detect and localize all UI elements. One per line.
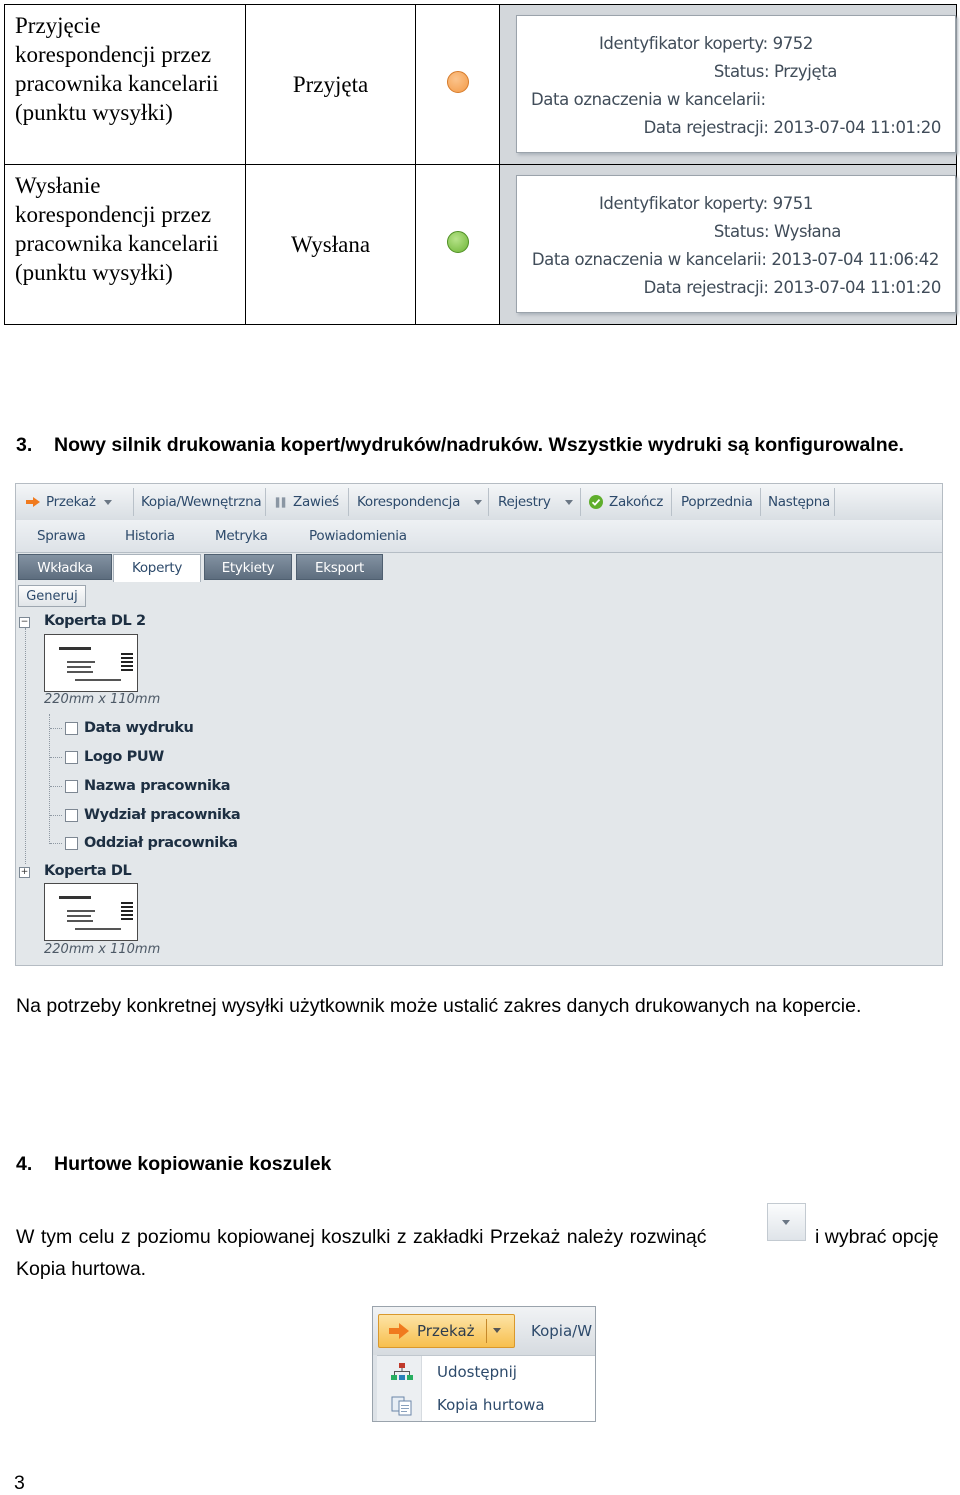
tree-line xyxy=(50,815,62,816)
tooltip-screenshot xyxy=(500,165,957,325)
chevron-down-icon[interactable] xyxy=(493,1328,501,1333)
tooltip-id: Identyfikator koperty: 9752 xyxy=(598,34,813,53)
toolbar-zakoncz-button[interactable] xyxy=(589,488,663,516)
option-label: Nazwa pracownika xyxy=(84,778,231,794)
status-table xyxy=(4,4,957,325)
tooltip-reg-date: Data rejestracji: 2013-07-04 11:01:20 xyxy=(643,278,941,297)
envelope-tooltip xyxy=(516,175,956,313)
toolbar-label: Zakończ xyxy=(609,494,664,510)
toolbar-korespondencja-button[interactable] xyxy=(357,488,482,516)
toolbar-separator xyxy=(348,488,349,516)
main-toolbar xyxy=(16,484,942,521)
toolbar-separator xyxy=(265,488,266,516)
dropdown-menu xyxy=(377,1355,596,1422)
tooltip-screenshot xyxy=(500,5,957,165)
status-dot-cell xyxy=(416,5,500,165)
checkbox[interactable] xyxy=(65,809,78,822)
envelope-title[interactable]: Koperta DL 2 xyxy=(44,613,146,629)
tab-wkladka[interactable]: Wkładka xyxy=(18,554,112,580)
option-label: Logo PUW xyxy=(84,749,164,765)
paragraph: Na potrzeby konkretnej wysyłki użytkownik może ustalić zakres danych drukowanych na kopercie. xyxy=(16,995,862,1017)
option-label: Wydział pracownika xyxy=(84,807,241,823)
table-row xyxy=(5,5,957,165)
menu-item-kopia-hurtowa[interactable] xyxy=(377,1389,596,1421)
toolbar-separator xyxy=(488,488,489,516)
toolbar-separator xyxy=(834,488,835,516)
section-title: Nowy silnik drukowania kopert/wydruków/nadruków. Wszystkie wydruki są konfigurowalne. xyxy=(54,434,904,456)
przekaz-menu-screenshot xyxy=(372,1306,596,1422)
sub-tabs xyxy=(16,520,942,553)
document-tabs xyxy=(16,553,942,581)
status-name: Wysłana xyxy=(246,165,416,325)
tree-line xyxy=(50,843,62,844)
option-label: Oddział pracownika xyxy=(84,835,238,851)
toolbar-label: Korespondencja xyxy=(357,494,461,510)
check-circle-icon xyxy=(589,495,603,509)
checkbox[interactable] xyxy=(65,780,78,793)
page-number: 3 xyxy=(14,1472,25,1494)
toolbar-przekaz-button[interactable] xyxy=(26,488,112,516)
toolbar-rejestry-button[interactable] xyxy=(498,488,573,516)
paragraph-part3: Kopia hurtowa. xyxy=(16,1258,147,1280)
tree-line xyxy=(50,757,62,758)
envelope-print-screenshot xyxy=(15,483,943,966)
chevron-down-icon[interactable] xyxy=(104,500,112,505)
generate-button[interactable]: Generuj xyxy=(18,585,86,607)
tooltip-status: Status: Przyjęta xyxy=(713,62,837,81)
option-label: Data wydruku xyxy=(84,720,194,736)
pause-icon xyxy=(275,497,287,508)
collapse-icon[interactable]: − xyxy=(20,617,29,627)
tooltip-id: Identyfikator koperty: 9751 xyxy=(598,194,813,213)
toolbar-kopia-button[interactable]: Kopia/Wewnętrzna xyxy=(141,494,262,510)
menu-toolbar xyxy=(373,1307,595,1355)
checkbox[interactable] xyxy=(65,722,78,735)
envelope-size: 220mm x 110mm xyxy=(44,692,161,707)
checkbox[interactable] xyxy=(65,837,78,850)
chevron-down-icon xyxy=(782,1220,790,1225)
tab-historia[interactable]: Historia xyxy=(125,528,175,544)
tab-koperty[interactable]: Koperty xyxy=(113,554,201,582)
toolbar-label: Przekaż xyxy=(46,494,96,510)
table-row xyxy=(5,165,957,325)
section-number: 4. xyxy=(16,1153,33,1175)
tab-powiadomienia[interactable]: Powiadomienia xyxy=(309,528,407,544)
toolbar-nastepna-button[interactable]: Następna xyxy=(768,494,831,510)
share-network-icon xyxy=(391,1363,413,1381)
expand-icon[interactable]: + xyxy=(20,867,29,877)
tooltip-mark-date: Data oznaczenia w kancelarii: xyxy=(531,90,766,109)
tree-line xyxy=(50,728,62,729)
toolbar-label: Rejestry xyxy=(498,494,551,510)
toolbar-separator xyxy=(133,488,134,516)
envelope-size: 220mm x 110mm xyxy=(44,942,161,957)
tree-line xyxy=(25,628,26,864)
tab-sprawa[interactable]: Sprawa xyxy=(37,528,86,544)
toolbar-separator xyxy=(580,488,581,516)
envelope-preview[interactable] xyxy=(44,883,138,941)
tooltip-mark-date: Data oznaczenia w kancelarii: 2013-07-04 11:06:42 xyxy=(531,250,939,269)
section-title: Hurtowe kopiowanie koszulek xyxy=(54,1153,332,1175)
tab-etykiety[interactable]: Etykiety xyxy=(204,554,292,580)
menu-item-udostepnij[interactable] xyxy=(377,1356,596,1388)
tab-eksport[interactable]: Eksport xyxy=(296,554,383,580)
orange-dot-icon xyxy=(447,71,469,93)
status-name: Przyjęta xyxy=(246,5,416,165)
tree-line xyxy=(49,714,50,844)
przekaz-label: Przekaż xyxy=(417,1322,475,1340)
envelope-title[interactable]: Koperta DL xyxy=(44,863,132,879)
section-3-heading xyxy=(16,434,904,457)
envelope-tooltip xyxy=(516,15,956,153)
copy-documents-icon xyxy=(391,1396,413,1416)
chevron-down-icon[interactable] xyxy=(474,500,482,505)
checkbox[interactable] xyxy=(65,751,78,764)
menu-item-label: Kopia hurtowa xyxy=(437,1396,545,1414)
paragraph-part2: i wybrać opcję xyxy=(815,1226,939,1248)
status-description: Przyjęcie korespondencji przez pracownika kancelarii (punktu wysyłki) xyxy=(5,5,246,165)
przekaz-split-button[interactable] xyxy=(378,1314,515,1348)
toolbar-separator xyxy=(760,488,761,516)
paragraph-part1: W tym celu z poziomu kopiowanej koszulki z zakładki Przekaż należy rozwinąć xyxy=(16,1226,707,1248)
section-number: 3. xyxy=(16,434,33,456)
menu-item-label: Udostępnij xyxy=(437,1363,517,1381)
envelope-preview[interactable] xyxy=(44,634,138,692)
toolbar-poprzednia-button[interactable]: Poprzednia xyxy=(681,494,753,510)
split-divider xyxy=(486,1319,487,1343)
tooltip-status: Status: Wysłana xyxy=(713,222,841,241)
green-dot-icon xyxy=(447,231,469,253)
section-4-heading xyxy=(16,1153,331,1176)
chevron-down-icon[interactable] xyxy=(565,500,573,505)
tab-metryka[interactable]: Metryka xyxy=(215,528,268,544)
arrow-right-icon xyxy=(389,1323,409,1339)
status-dot-cell xyxy=(416,165,500,325)
arrow-right-icon xyxy=(26,497,40,507)
toolbar-separator xyxy=(671,488,672,516)
dropdown-button-image xyxy=(767,1203,806,1241)
toolbar-kopia-button[interactable]: Kopia/W xyxy=(531,1322,593,1340)
toolbar-zawies-button[interactable] xyxy=(275,488,339,516)
toolbar-label: Zawieś xyxy=(293,494,339,510)
tooltip-reg-date: Data rejestracji: 2013-07-04 11:01:20 xyxy=(643,118,941,137)
status-description: Wysłanie korespondencji przez pracownika kancelarii (punktu wysyłki) xyxy=(5,165,246,325)
tree-line xyxy=(50,786,62,787)
